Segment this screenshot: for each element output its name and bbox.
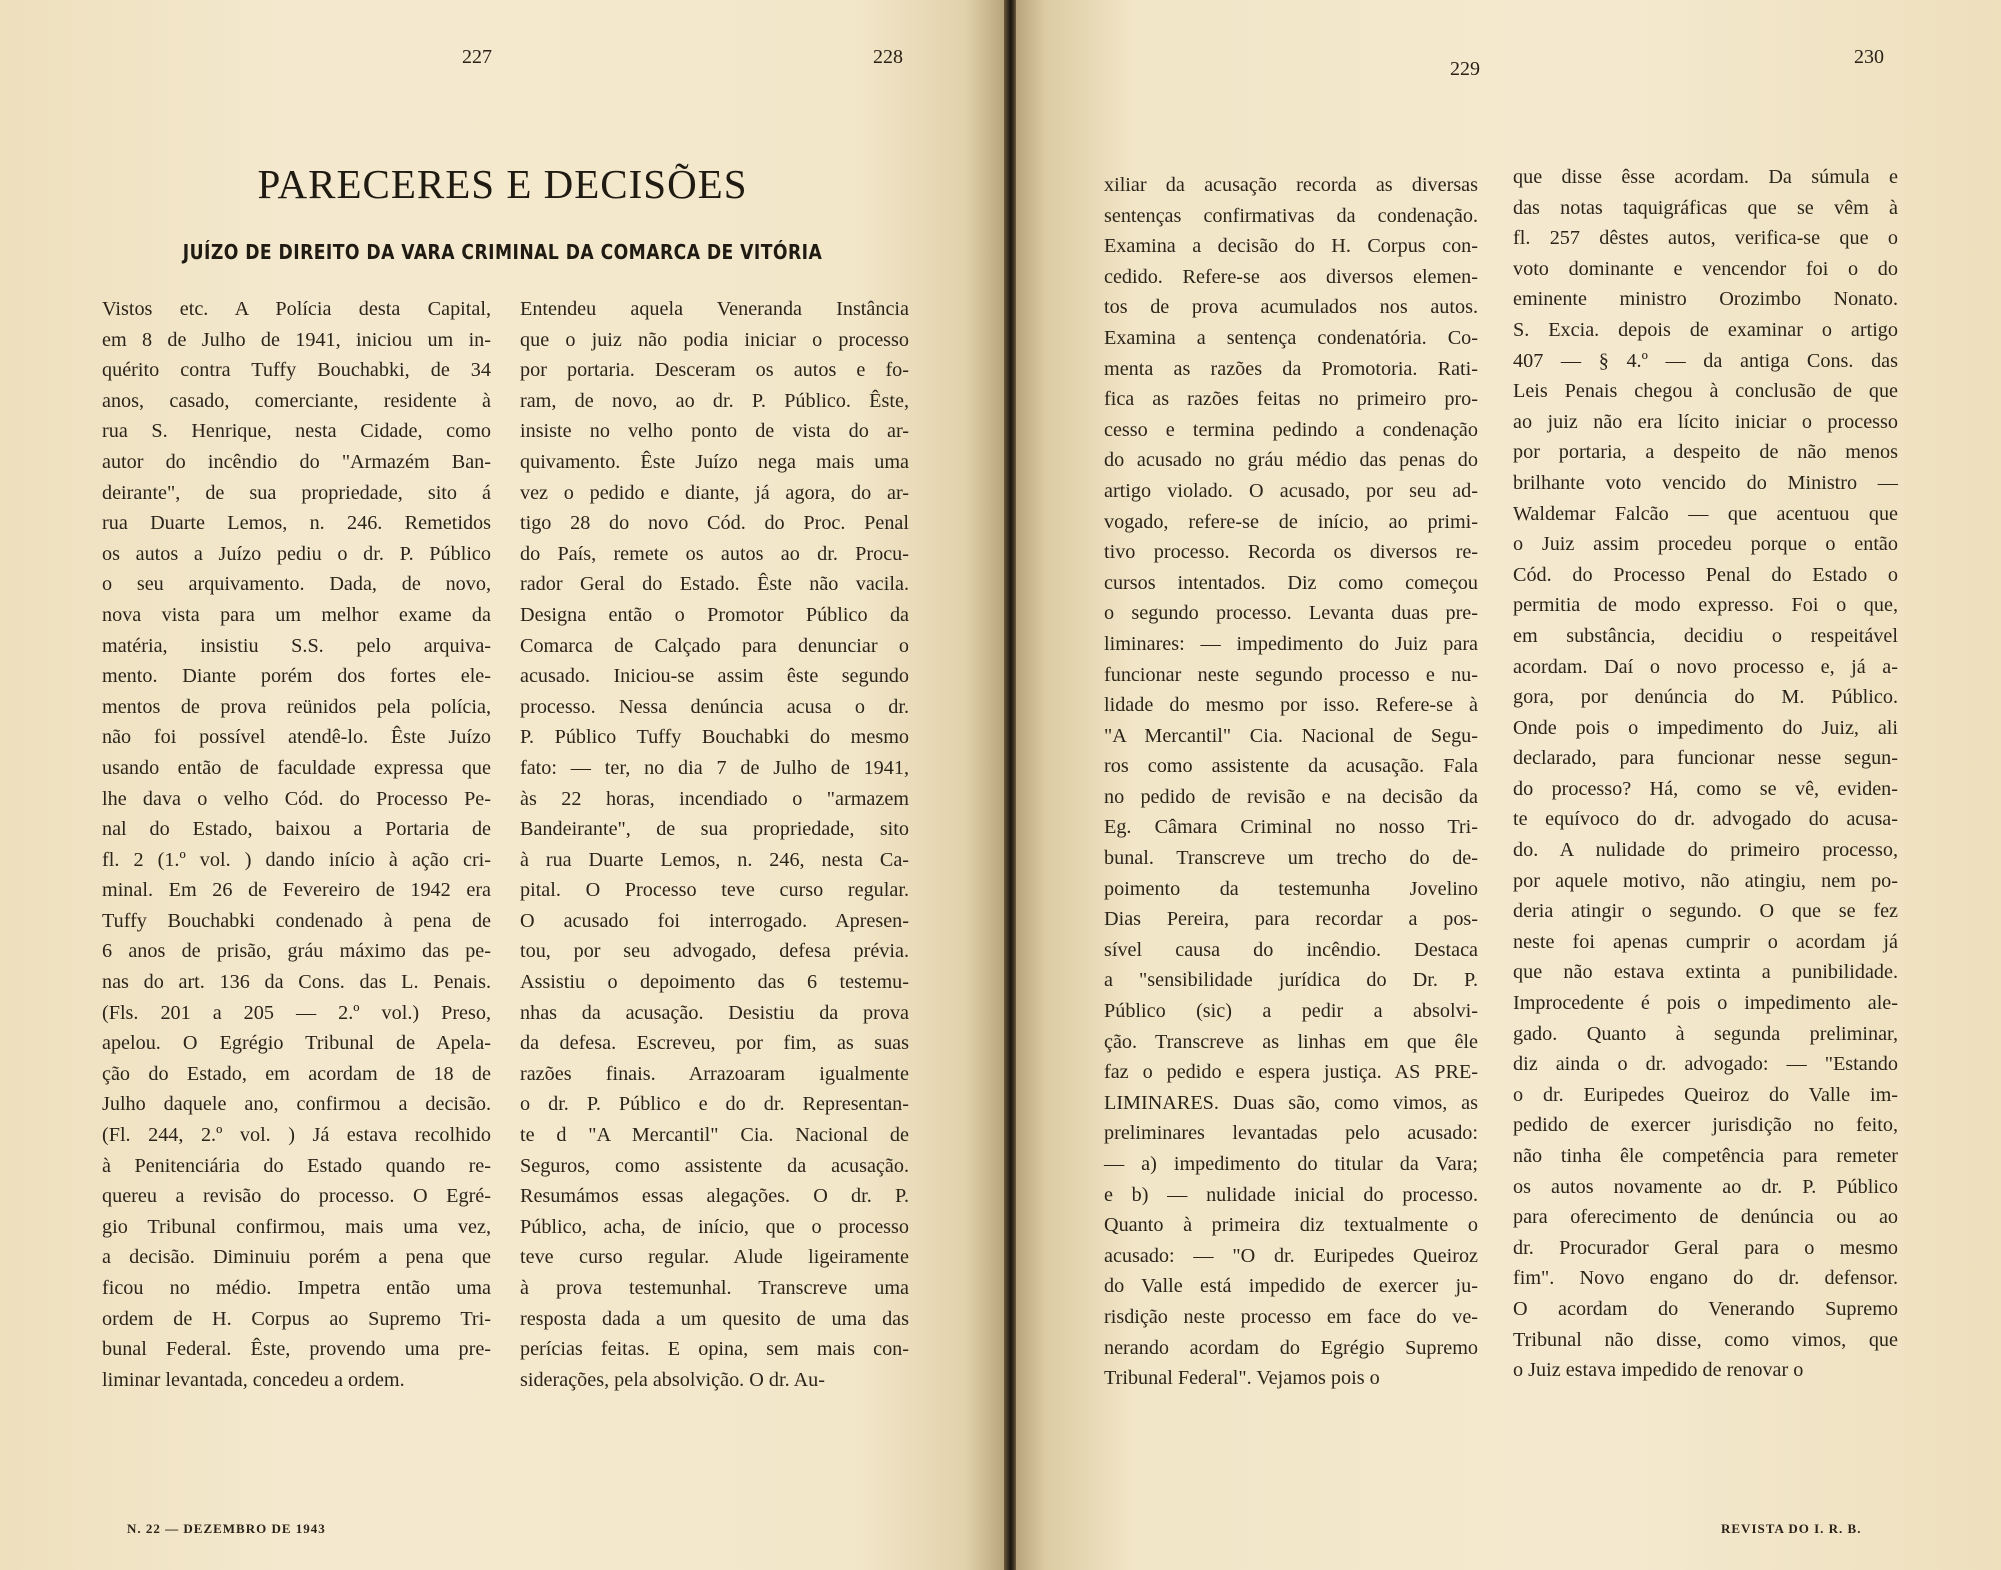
text-column-2	[520, 294, 909, 1395]
text-line: Público, acha, de início, que o processo	[520, 1215, 909, 1238]
text-line: e b) — nulidade inicial do processo.	[1104, 1183, 1478, 1206]
text-line: Dias Pereira, para recordar a pos-	[1104, 908, 1478, 931]
text-line: Improcedente é pois o impedimento ale-	[1513, 992, 1898, 1015]
text-line: a decisão. Diminuiu porém a pena que	[102, 1246, 491, 1269]
text-line: o seu arquivamento. Dada, de novo,	[102, 573, 491, 596]
section-title: PARECERES E DECISÕES	[257, 161, 748, 207]
page-number-229: 229	[1450, 58, 1480, 80]
text-line: Designa então o Promotor Público da	[520, 603, 909, 626]
text-line: do Valle está impedido de exercer ju-	[1104, 1275, 1478, 1298]
text-line: "A Mercantil" Cia. Nacional de Segu-	[1104, 724, 1478, 747]
text-line: da defesa. Escreveu, por fim, as suas	[520, 1032, 909, 1055]
text-line: brilhante voto vencido do Ministro —	[1513, 471, 1898, 494]
text-line: o Juiz assim procedeu porque o então	[1513, 533, 1898, 556]
text-line: Quanto à primeira diz textualmente o	[1104, 1214, 1478, 1237]
text-line: o Juiz estava impedido de renovar o	[1513, 1359, 1804, 1382]
text-line: não tinha êle competência para remeter	[1513, 1145, 1898, 1167]
text-line: (Fl. 244, 2.º vol. ) Já estava recolhido	[102, 1124, 491, 1147]
text-line: nhas da acusação. Desistiu da prova	[520, 1001, 909, 1024]
text-line: acusado. Iniciou-se assim êste segundo	[520, 665, 909, 688]
text-line: nas do art. 136 da Cons. das L. Penais.	[102, 971, 491, 994]
text-line: razões finais. Arrazoaram igualmente	[520, 1062, 909, 1085]
text-line: Leis Penais chegou à conclusão de que	[1513, 380, 1898, 403]
text-line: por portaria, a despeito de não menos	[1513, 441, 1898, 464]
text-line: ção do Estado, em acordam de 18 de	[102, 1062, 491, 1085]
page-number-228: 228	[873, 46, 903, 68]
text-line: Eg. Câmara Criminal no nosso Tri-	[1104, 816, 1478, 839]
journal-footer: REVISTA DO I. R. B.	[1721, 1521, 1862, 1536]
text-line: tigo 28 do novo Cód. do Proc. Penal	[520, 512, 909, 535]
text-line: tou, por seu advogado, defesa prévia.	[520, 940, 909, 963]
text-line: Seguros, como assistente da acusação.	[520, 1154, 909, 1177]
text-line: poimento da testemunha Jovelino	[1104, 877, 1478, 900]
text-line: Cód. do Processo Penal do Estado o	[1513, 563, 1898, 586]
text-line: te equívoco do dr. advogado do acusa-	[1513, 808, 1898, 831]
text-line: lidade do mesmo por isso. Refere-se à	[1104, 694, 1478, 717]
text-line: ao juiz não era lícito iniciar o processo	[1513, 410, 1898, 433]
text-line: bunal Federal. Êste, provendo uma pre-	[102, 1338, 491, 1361]
text-line: Entendeu aquela Veneranda Instância	[520, 298, 909, 320]
text-line: 407 — § 4.º — da antiga Cons. das	[1513, 349, 1898, 372]
text-line: rua Duarte Lemos, n. 246. Remetidos	[102, 512, 491, 535]
text-line: Tribunal Federal". Vejamos pois o	[1104, 1367, 1380, 1390]
text-line: por portaria. Desceram os autos e fo-	[520, 359, 909, 382]
text-line: nova vista para um melhor exame da	[102, 603, 491, 626]
text-line: resposta dada a um quesito de uma das	[520, 1307, 909, 1330]
text-line: pedido de exercer jurisdição no feito,	[1513, 1114, 1898, 1137]
text-line: quérito contra Tuffy Bouchabki, de 34	[102, 359, 491, 382]
page-number-227: 227	[462, 46, 492, 68]
text-line: do acusado no gráu médio das penas do	[1104, 449, 1478, 472]
text-line: quivamento. Êste Juízo nega mais uma	[520, 450, 909, 473]
text-line: o dr. Euripedes Queiroz do Valle im-	[1513, 1083, 1898, 1106]
text-line: ficou no médio. Impetra então uma	[102, 1277, 491, 1299]
text-line: minal. Em 26 de Fevereiro de 1942 era	[102, 879, 491, 902]
text-line: eminente ministro Orozimbo Nonato.	[1513, 288, 1898, 311]
text-line: sível causa do incêndio. Destaca	[1104, 938, 1478, 961]
text-line: usando então de faculdade expressa que	[102, 756, 491, 779]
text-line: Vistos etc. A Polícia desta Capital,	[102, 298, 491, 320]
text-line: ção. Transcreve as linhas em que êle	[1104, 1030, 1478, 1053]
text-line: mentos de prova reünidos pela polícia,	[102, 695, 491, 718]
text-line: — a) impedimento do titular da Vara;	[1104, 1153, 1478, 1175]
text-line: Tribunal não disse, como vimos, que	[1513, 1328, 1898, 1351]
text-line: que disse êsse acordam. Da súmula e	[1513, 166, 1898, 188]
issue-footer: N. 22 — DEZEMBRO DE 1943	[127, 1521, 326, 1536]
text-line: permitia de modo expresso. Foi o que,	[1513, 594, 1898, 617]
text-line: os autos novamente ao dr. P. Público	[1513, 1175, 1898, 1198]
text-line: que o juiz não podia iniciar o processo	[520, 328, 909, 351]
text-line: a "sensibilidade jurídica do Dr. P.	[1104, 969, 1478, 992]
text-line: pital. O Processo teve curso regular.	[520, 879, 909, 902]
text-line: quereu a revisão do processo. O Egré-	[102, 1185, 491, 1208]
text-line: risdição neste processo em face do ve-	[1104, 1305, 1478, 1328]
text-line: à rua Duarte Lemos, n. 246, nesta Ca-	[520, 848, 909, 871]
text-line: apelou. O Egrégio Tribunal de Apela-	[102, 1032, 491, 1055]
text-line: autor do incêndio do "Armazém Ban-	[102, 450, 491, 473]
text-line: no pedido de revisão e na decisão da	[1104, 785, 1478, 808]
text-line: do País, remete os autos ao dr. Procu-	[520, 542, 909, 565]
text-line: rua S. Henrique, nesta Cidade, como	[102, 420, 491, 443]
text-line: declarado, para funcionar nesse segun-	[1513, 747, 1898, 770]
text-line: não foi possível atendê-lo. Êste Juízo	[102, 726, 491, 749]
text-line: Examina a decisão do H. Corpus con-	[1104, 235, 1478, 258]
right-page	[1016, 0, 2001, 1570]
text-line: diz ainda o dr. advogado: — "Estando	[1513, 1053, 1898, 1076]
text-line: tos de prova acumulados nos autos.	[1104, 296, 1478, 319]
text-line: acordam. Daí o novo processo e, já a-	[1513, 655, 1898, 678]
text-line: nerando acordam do Egrégio Supremo	[1104, 1336, 1478, 1359]
text-line: anos, casado, comerciante, residente à	[102, 389, 491, 412]
text-line: preliminares levantadas pelo acusado:	[1104, 1122, 1478, 1145]
text-line: em substância, decidiu o respeitável	[1513, 624, 1898, 647]
text-line: funcionar neste segundo processo e nu-	[1104, 663, 1478, 686]
text-column-4	[1513, 162, 1898, 1386]
text-line: fica as razões feitas no primeiro pro-	[1104, 388, 1478, 411]
text-line: o dr. P. Público e do dr. Representan-	[520, 1093, 909, 1116]
text-line: Onde pois o impedimento do Juiz, ali	[1513, 716, 1898, 739]
text-line: ros como assistente da acusação. Fala	[1104, 755, 1478, 778]
text-line: lhe dava o velho Cód. do Processo Pe-	[102, 787, 491, 810]
text-line: à prova testemunhal. Transcreve uma	[520, 1277, 909, 1299]
text-line: deirante", de sua propriedade, sito á	[102, 481, 491, 504]
text-line: do processo? Há, como se vê, eviden-	[1513, 777, 1898, 800]
section-subtitle: JUÍZO DE DIREITO DA VARA CRIMINAL DA COMARCA DE VITÓRIA	[182, 240, 823, 264]
text-line: gora, por denúncia do M. Público.	[1513, 686, 1898, 709]
text-line: por aquele motivo, não atingiu, nem po-	[1513, 869, 1898, 892]
text-line: gio Tribunal confirmou, mais uma vez,	[102, 1215, 491, 1238]
text-line: dr. Procurador Geral para o mesmo	[1513, 1236, 1898, 1259]
text-column-3	[1104, 170, 1478, 1394]
text-line: bunal. Transcreve um trecho do de-	[1104, 847, 1478, 870]
text-line: insiste no velho ponto de vista do ar-	[520, 420, 909, 443]
text-line: artigo violado. O acusado, por seu ad-	[1104, 479, 1478, 502]
text-line: liminar levantada, concedeu a ordem.	[102, 1368, 405, 1391]
text-line: menta as razões da Promotoria. Rati-	[1104, 357, 1478, 380]
text-line: O acusado foi interrogado. Apresen-	[520, 909, 909, 932]
text-line: para oferecimento de denúncia ou ao	[1513, 1206, 1898, 1229]
text-line: vogado, refere-se de início, ao primi-	[1104, 510, 1478, 533]
text-line: 6 anos de prisão, gráu máximo das pe-	[102, 940, 491, 963]
text-column-1	[102, 294, 491, 1395]
text-line: Examina a sentença condenatória. Co-	[1104, 326, 1478, 349]
text-line: fato: — ter, no dia 7 de Julho de 1941,	[520, 756, 909, 779]
text-line: Julho daquele ano, confirmou a decisão.	[102, 1093, 491, 1116]
text-line: O acordam do Venerando Supremo	[1513, 1297, 1898, 1320]
text-line: deria atingir o segundo. O que se fez	[1513, 900, 1898, 923]
text-line: te d "A Mercantil" Cia. Nacional de	[520, 1124, 909, 1147]
text-line: fl. 2 (1.º vol. ) dando início à ação cri-	[102, 848, 491, 871]
text-line: Público (sic) a pedir a absolvi-	[1104, 1000, 1478, 1023]
text-line: do. A nulidade do primeiro processo,	[1513, 839, 1898, 862]
text-line: que não estava extinta a punibilidade.	[1513, 961, 1898, 984]
text-line: à Penitenciária do Estado quando re-	[102, 1154, 491, 1177]
text-line: gado. Quanto à segunda preliminar,	[1513, 1022, 1898, 1045]
text-line: sentenças confirmativas da condenação.	[1104, 204, 1478, 227]
text-line: perícias feitas. E opina, sem mais con-	[520, 1338, 909, 1361]
text-line: neste foi apenas cumprir o acordam já	[1513, 930, 1898, 953]
text-line: vez o pedido e diante, já agora, do ar-	[520, 481, 909, 504]
text-line: S. Excia. depois de examinar o artigo	[1513, 318, 1898, 341]
text-line: Resumámos essas alegações. O dr. P.	[520, 1185, 909, 1208]
text-line: fim". Novo engano do dr. defensor.	[1513, 1267, 1898, 1290]
text-line: fl. 257 dêstes autos, verifica-se que o	[1513, 227, 1898, 250]
text-line: cursos intentados. Diz como começou	[1104, 571, 1478, 594]
text-line: Comarca de Calçado para denunciar o	[520, 634, 909, 657]
text-line: os autos a Juízo pediu o dr. P. Público	[102, 542, 491, 565]
text-line: teve curso regular. Alude ligeiramente	[520, 1246, 909, 1269]
text-line: em 8 de Julho de 1941, iniciou um in-	[102, 328, 491, 351]
text-line: das notas taquigráficas que se vêm à	[1513, 196, 1898, 219]
page-number-230: 230	[1854, 46, 1884, 68]
text-line: LIMINARES. Duas são, como vimos, as	[1104, 1091, 1478, 1114]
text-line: rador Geral do Estado. Êste não vacila.	[520, 573, 909, 596]
text-line: liminares: — impedimento do Juiz para	[1104, 632, 1478, 655]
text-line: cedido. Refere-se aos diversos elemen-	[1104, 265, 1478, 288]
text-line: cesso e termina pedindo a condenação	[1104, 418, 1478, 441]
text-line: ram, de novo, ao dr. P. Público. Êste,	[520, 389, 909, 412]
text-line: às 22 horas, incendiado o "armazem	[520, 787, 909, 810]
text-line: Tuffy Bouchabki condenado à pena de	[102, 909, 491, 932]
text-line: (Fls. 201 a 205 — 2.º vol.) Preso,	[102, 1001, 491, 1024]
text-line: Bandeirante", de sua propriedade, sito	[520, 818, 909, 841]
text-line: acusado: — "O dr. Euripedes Queiroz	[1104, 1244, 1478, 1267]
text-line: Waldemar Falcão — que acentuou que	[1513, 502, 1898, 525]
text-line: siderações, pela absolvição. O dr. Au-	[520, 1368, 825, 1391]
text-line: o segundo processo. Levanta duas pre-	[1104, 602, 1478, 625]
text-line: faz o pedido e espera justiça. AS PRE-	[1104, 1061, 1478, 1084]
text-line: ordem de H. Corpus ao Supremo Tri-	[102, 1307, 491, 1330]
text-line: P. Público Tuffy Bouchabki do mesmo	[520, 726, 909, 749]
text-line: processo. Nessa denúncia acusa o dr.	[520, 695, 909, 718]
text-line: nal do Estado, baixou a Portaria de	[102, 818, 491, 841]
text-line: matéria, insistiu S.S. pelo arquiva-	[102, 634, 491, 657]
text-line: mento. Diante porém dos fortes ele-	[102, 665, 491, 688]
text-line: xiliar da acusação recorda as diversas	[1104, 174, 1478, 196]
text-line: voto dominante e vencendor foi o do	[1513, 257, 1898, 280]
text-line: Assistiu o depoimento das 6 testemu-	[520, 971, 909, 994]
text-line: tivo processo. Recorda os diversos re-	[1104, 541, 1478, 564]
